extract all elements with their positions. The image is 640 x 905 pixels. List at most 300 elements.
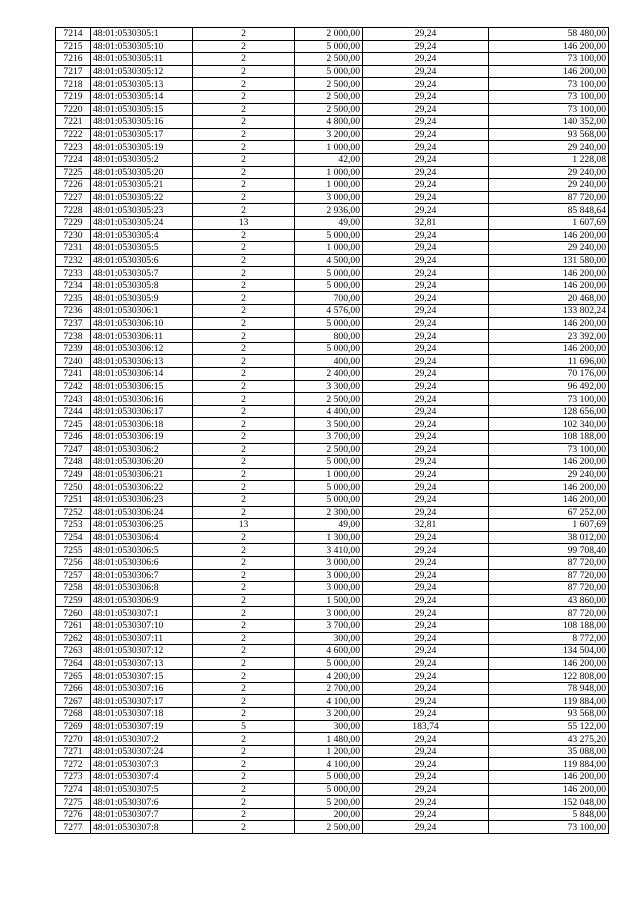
row-number-cell: 7231	[56, 242, 91, 255]
cadastral-value-cell: 73 100,00	[489, 78, 609, 91]
rate-cell: 29,24	[363, 682, 489, 695]
cadastral-number-cell: 48:01:0530307:18	[91, 708, 193, 721]
area-cell: 5 000,00	[295, 40, 363, 53]
rate-cell: 29,24	[363, 645, 489, 658]
row-number-cell: 7273	[56, 771, 91, 784]
row-number-cell: 7253	[56, 519, 91, 532]
rate-cell: 29,24	[363, 28, 489, 41]
cadastral-number-cell: 48:01:0530305:11	[91, 53, 193, 66]
cadastral-value-cell: 87 720,00	[489, 607, 609, 620]
rate-cell: 29,24	[363, 53, 489, 66]
category-code-cell: 2	[193, 153, 295, 166]
table-row	[56, 103, 609, 116]
area-cell: 4 500,00	[295, 254, 363, 267]
category-code-cell: 2	[193, 355, 295, 368]
area-cell: 400,00	[295, 355, 363, 368]
area-cell: 3 000,00	[295, 569, 363, 582]
rate-cell: 29,24	[363, 569, 489, 582]
row-number-cell: 7239	[56, 342, 91, 355]
rate-cell: 29,24	[363, 531, 489, 544]
category-code-cell: 2	[193, 771, 295, 784]
row-number-cell: 7261	[56, 619, 91, 632]
cadastral-number-cell: 48:01:0530305:21	[91, 179, 193, 192]
area-cell: 5 000,00	[295, 342, 363, 355]
category-code-cell: 2	[193, 405, 295, 418]
table-row	[56, 481, 609, 494]
table-body	[56, 28, 609, 834]
cadastral-number-cell: 48:01:0530305:2	[91, 153, 193, 166]
cadastral-value-table	[55, 27, 609, 834]
row-number-cell: 7225	[56, 166, 91, 179]
category-code-cell: 2	[193, 468, 295, 481]
category-code-cell: 2	[193, 657, 295, 670]
cadastral-value-cell: 5 848,00	[489, 808, 609, 821]
rate-cell: 29,24	[363, 708, 489, 721]
cadastral-value-cell: 73 100,00	[489, 90, 609, 103]
cadastral-number-cell: 48:01:0530307:16	[91, 682, 193, 695]
cadastral-number-cell: 48:01:0530306:13	[91, 355, 193, 368]
area-cell: 1 000,00	[295, 242, 363, 255]
cadastral-value-cell: 93 568,00	[489, 128, 609, 141]
area-cell: 1 200,00	[295, 745, 363, 758]
table-row	[56, 519, 609, 532]
table-row	[56, 128, 609, 141]
cadastral-number-cell: 48:01:0530307:13	[91, 657, 193, 670]
row-number-cell: 7221	[56, 116, 91, 129]
cadastral-value-cell: 43 860,00	[489, 594, 609, 607]
category-code-cell: 2	[193, 380, 295, 393]
table-row	[56, 456, 609, 469]
cadastral-number-cell: 48:01:0530306:1	[91, 305, 193, 318]
category-code-cell: 2	[193, 556, 295, 569]
table-row	[56, 808, 609, 821]
cadastral-value-cell: 87 720,00	[489, 582, 609, 595]
rate-cell: 29,24	[363, 783, 489, 796]
rate-cell: 29,24	[363, 582, 489, 595]
area-cell: 2 500,00	[295, 443, 363, 456]
category-code-cell: 2	[193, 418, 295, 431]
rate-cell: 29,24	[363, 179, 489, 192]
cadastral-number-cell: 48:01:0530305:20	[91, 166, 193, 179]
table-row	[56, 569, 609, 582]
table-row	[56, 708, 609, 721]
cadastral-value-cell: 35 088,00	[489, 745, 609, 758]
category-code-cell: 2	[193, 431, 295, 444]
cadastral-value-cell: 23 392,00	[489, 330, 609, 343]
area-cell: 2 400,00	[295, 368, 363, 381]
cadastral-number-cell: 48:01:0530305:14	[91, 90, 193, 103]
rate-cell: 29,24	[363, 771, 489, 784]
cadastral-value-cell: 146 200,00	[489, 317, 609, 330]
row-number-cell: 7269	[56, 720, 91, 733]
category-code-cell: 2	[193, 619, 295, 632]
cadastral-value-cell: 87 720,00	[489, 569, 609, 582]
rate-cell: 29,24	[363, 733, 489, 746]
cadastral-value-cell: 146 200,00	[489, 456, 609, 469]
row-number-cell: 7276	[56, 808, 91, 821]
area-cell: 3 200,00	[295, 128, 363, 141]
table-row	[56, 279, 609, 292]
area-cell: 3 000,00	[295, 607, 363, 620]
area-cell: 2 000,00	[295, 28, 363, 41]
row-number-cell: 7266	[56, 682, 91, 695]
row-number-cell: 7271	[56, 745, 91, 758]
cadastral-value-cell: 73 100,00	[489, 103, 609, 116]
cadastral-value-cell: 146 200,00	[489, 267, 609, 280]
rate-cell: 29,24	[363, 153, 489, 166]
area-cell: 5 000,00	[295, 771, 363, 784]
category-code-cell: 2	[193, 166, 295, 179]
rate-cell: 29,24	[363, 292, 489, 305]
cadastral-number-cell: 48:01:0530307:8	[91, 821, 193, 834]
cadastral-number-cell: 48:01:0530307:11	[91, 632, 193, 645]
category-code-cell: 2	[193, 179, 295, 192]
cadastral-number-cell: 48:01:0530305:22	[91, 191, 193, 204]
row-number-cell: 7220	[56, 103, 91, 116]
rate-cell: 29,24	[363, 267, 489, 280]
rate-cell: 29,24	[363, 405, 489, 418]
area-cell: 5 000,00	[295, 229, 363, 242]
cadastral-value-cell: 146 200,00	[489, 40, 609, 53]
rate-cell: 29,24	[363, 78, 489, 91]
cadastral-number-cell: 48:01:0530306:6	[91, 556, 193, 569]
cadastral-value-cell: 133 802,24	[489, 305, 609, 318]
row-number-cell: 7243	[56, 393, 91, 406]
row-number-cell: 7260	[56, 607, 91, 620]
rate-cell: 29,24	[363, 242, 489, 255]
category-code-cell: 2	[193, 305, 295, 318]
table-row	[56, 720, 609, 733]
cadastral-value-cell: 1 607,69	[489, 519, 609, 532]
cadastral-number-cell: 48:01:0530307:12	[91, 645, 193, 658]
table-row	[56, 153, 609, 166]
cadastral-number-cell: 48:01:0530306:10	[91, 317, 193, 330]
table-row	[56, 468, 609, 481]
table-row	[56, 380, 609, 393]
area-cell: 300,00	[295, 632, 363, 645]
cadastral-number-cell: 48:01:0530306:18	[91, 418, 193, 431]
area-cell: 300,00	[295, 720, 363, 733]
cadastral-number-cell: 48:01:0530305:17	[91, 128, 193, 141]
category-code-cell: 2	[193, 368, 295, 381]
category-code-cell: 2	[193, 53, 295, 66]
category-code-cell: 2	[193, 632, 295, 645]
row-number-cell: 7264	[56, 657, 91, 670]
rate-cell: 29,24	[363, 141, 489, 154]
table-row	[56, 695, 609, 708]
table-row	[56, 65, 609, 78]
cadastral-value-cell: 119 884,00	[489, 758, 609, 771]
row-number-cell: 7235	[56, 292, 91, 305]
cadastral-number-cell: 48:01:0530305:13	[91, 78, 193, 91]
cadastral-value-cell: 1 228,08	[489, 153, 609, 166]
row-number-cell: 7249	[56, 468, 91, 481]
cadastral-value-cell: 146 200,00	[489, 771, 609, 784]
cadastral-value-cell: 29 240,00	[489, 468, 609, 481]
category-code-cell: 2	[193, 330, 295, 343]
area-cell: 3 000,00	[295, 582, 363, 595]
table-row	[56, 28, 609, 41]
category-code-cell: 2	[193, 229, 295, 242]
rate-cell: 32,81	[363, 216, 489, 229]
cadastral-value-cell: 146 200,00	[489, 657, 609, 670]
row-number-cell: 7268	[56, 708, 91, 721]
rate-cell: 29,24	[363, 456, 489, 469]
category-code-cell: 2	[193, 279, 295, 292]
row-number-cell: 7219	[56, 90, 91, 103]
category-code-cell: 2	[193, 342, 295, 355]
cadastral-value-cell: 93 568,00	[489, 708, 609, 721]
rate-cell: 29,24	[363, 821, 489, 834]
area-cell: 2 500,00	[295, 103, 363, 116]
table-row	[56, 267, 609, 280]
area-cell: 2 500,00	[295, 53, 363, 66]
area-cell: 2 936,00	[295, 204, 363, 217]
area-cell: 2 300,00	[295, 506, 363, 519]
table-row	[56, 531, 609, 544]
rate-cell: 29,24	[363, 317, 489, 330]
cadastral-value-cell: 29 240,00	[489, 179, 609, 192]
rate-cell: 29,24	[363, 796, 489, 809]
cadastral-number-cell: 48:01:0530306:9	[91, 594, 193, 607]
table-row	[56, 242, 609, 255]
rate-cell: 29,24	[363, 607, 489, 620]
table-row	[56, 594, 609, 607]
table-row	[56, 216, 609, 229]
table-row	[56, 544, 609, 557]
cadastral-number-cell: 48:01:0530306:7	[91, 569, 193, 582]
cadastral-number-cell: 48:01:0530307:2	[91, 733, 193, 746]
table-row	[56, 607, 609, 620]
rate-cell: 29,24	[363, 103, 489, 116]
category-code-cell: 2	[193, 292, 295, 305]
row-number-cell: 7247	[56, 443, 91, 456]
cadastral-number-cell: 48:01:0530306:23	[91, 493, 193, 506]
table-row	[56, 53, 609, 66]
table-row	[56, 783, 609, 796]
category-code-cell: 2	[193, 141, 295, 154]
table-row	[56, 78, 609, 91]
table-row	[56, 431, 609, 444]
cadastral-number-cell: 48:01:0530307:4	[91, 771, 193, 784]
rate-cell: 29,24	[363, 191, 489, 204]
cadastral-number-cell: 48:01:0530306:21	[91, 468, 193, 481]
table-row	[56, 771, 609, 784]
cadastral-number-cell: 48:01:0530307:24	[91, 745, 193, 758]
cadastral-value-cell: 70 176,00	[489, 368, 609, 381]
cadastral-value-cell: 73 100,00	[489, 821, 609, 834]
table-row	[56, 368, 609, 381]
cadastral-number-cell: 48:01:0530305:12	[91, 65, 193, 78]
rate-cell: 29,24	[363, 380, 489, 393]
rate-cell: 29,24	[363, 808, 489, 821]
cadastral-number-cell: 48:01:0530305:1	[91, 28, 193, 41]
cadastral-number-cell: 48:01:0530305:6	[91, 254, 193, 267]
cadastral-number-cell: 48:01:0530306:11	[91, 330, 193, 343]
area-cell: 700,00	[295, 292, 363, 305]
cadastral-number-cell: 48:01:0530306:2	[91, 443, 193, 456]
area-cell: 4 200,00	[295, 670, 363, 683]
category-code-cell: 2	[193, 78, 295, 91]
cadastral-number-cell: 48:01:0530306:20	[91, 456, 193, 469]
cadastral-value-cell: 146 200,00	[489, 229, 609, 242]
cadastral-value-cell: 55 122,00	[489, 720, 609, 733]
rate-cell: 29,24	[363, 116, 489, 129]
rate-cell: 29,24	[363, 418, 489, 431]
category-code-cell: 2	[193, 733, 295, 746]
row-number-cell: 7259	[56, 594, 91, 607]
category-code-cell: 2	[193, 90, 295, 103]
row-number-cell: 7267	[56, 695, 91, 708]
row-number-cell: 7217	[56, 65, 91, 78]
category-code-cell: 2	[193, 128, 295, 141]
row-number-cell: 7226	[56, 179, 91, 192]
cadastral-value-cell: 146 200,00	[489, 493, 609, 506]
row-number-cell: 7263	[56, 645, 91, 658]
category-code-cell: 2	[193, 481, 295, 494]
row-number-cell: 7237	[56, 317, 91, 330]
rate-cell: 29,24	[363, 443, 489, 456]
rate-cell: 29,24	[363, 229, 489, 242]
category-code-cell: 2	[193, 695, 295, 708]
row-number-cell: 7236	[56, 305, 91, 318]
table-row	[56, 645, 609, 658]
area-cell: 4 800,00	[295, 116, 363, 129]
cadastral-number-cell: 48:01:0530307:3	[91, 758, 193, 771]
cadastral-number-cell: 48:01:0530307:5	[91, 783, 193, 796]
cadastral-value-cell: 140 352,00	[489, 116, 609, 129]
category-code-cell: 2	[193, 708, 295, 721]
cadastral-value-cell: 134 504,00	[489, 645, 609, 658]
table-row	[56, 393, 609, 406]
row-number-cell: 7214	[56, 28, 91, 41]
area-cell: 3 700,00	[295, 619, 363, 632]
cadastral-number-cell: 48:01:0530306:12	[91, 342, 193, 355]
row-number-cell: 7223	[56, 141, 91, 154]
row-number-cell: 7250	[56, 481, 91, 494]
rate-cell: 29,24	[363, 619, 489, 632]
cadastral-number-cell: 48:01:0530307:10	[91, 619, 193, 632]
area-cell: 1 000,00	[295, 141, 363, 154]
area-cell: 3 000,00	[295, 556, 363, 569]
rate-cell: 183,74	[363, 720, 489, 733]
row-number-cell: 7257	[56, 569, 91, 582]
rate-cell: 29,24	[363, 758, 489, 771]
cadastral-value-cell: 99 708,40	[489, 544, 609, 557]
table-row	[56, 556, 609, 569]
row-number-cell: 7270	[56, 733, 91, 746]
rate-cell: 29,24	[363, 594, 489, 607]
rate-cell: 29,24	[363, 368, 489, 381]
area-cell: 1 000,00	[295, 179, 363, 192]
row-number-cell: 7244	[56, 405, 91, 418]
rate-cell: 29,24	[363, 40, 489, 53]
rate-cell: 32,81	[363, 519, 489, 532]
cadastral-value-cell: 146 200,00	[489, 783, 609, 796]
area-cell: 1 500,00	[295, 594, 363, 607]
rate-cell: 29,24	[363, 506, 489, 519]
cadastral-value-cell: 146 200,00	[489, 279, 609, 292]
row-number-cell: 7272	[56, 758, 91, 771]
rate-cell: 29,24	[363, 342, 489, 355]
area-cell: 1 000,00	[295, 468, 363, 481]
cadastral-number-cell: 48:01:0530306:8	[91, 582, 193, 595]
category-code-cell: 2	[193, 191, 295, 204]
row-number-cell: 7227	[56, 191, 91, 204]
category-code-cell: 2	[193, 796, 295, 809]
category-code-cell: 2	[193, 745, 295, 758]
cadastral-number-cell: 48:01:0530306:24	[91, 506, 193, 519]
category-code-cell: 2	[193, 808, 295, 821]
rate-cell: 29,24	[363, 254, 489, 267]
category-code-cell: 2	[193, 456, 295, 469]
row-number-cell: 7216	[56, 53, 91, 66]
category-code-cell: 2	[193, 443, 295, 456]
row-number-cell: 7215	[56, 40, 91, 53]
row-number-cell: 7275	[56, 796, 91, 809]
category-code-cell: 2	[193, 758, 295, 771]
cadastral-value-cell: 67 252,00	[489, 506, 609, 519]
rate-cell: 29,24	[363, 481, 489, 494]
table-row	[56, 745, 609, 758]
area-cell: 2 700,00	[295, 682, 363, 695]
cadastral-number-cell: 48:01:0530306:16	[91, 393, 193, 406]
row-number-cell: 7222	[56, 128, 91, 141]
rate-cell: 29,24	[363, 745, 489, 758]
table-row	[56, 405, 609, 418]
cadastral-number-cell: 48:01:0530305:7	[91, 267, 193, 280]
category-code-cell: 2	[193, 393, 295, 406]
table-row	[56, 796, 609, 809]
category-code-cell: 2	[193, 116, 295, 129]
category-code-cell: 2	[193, 317, 295, 330]
area-cell: 5 000,00	[295, 317, 363, 330]
table-row	[56, 292, 609, 305]
area-cell: 3 200,00	[295, 708, 363, 721]
rate-cell: 29,24	[363, 556, 489, 569]
area-cell: 5 000,00	[295, 456, 363, 469]
table-row	[56, 342, 609, 355]
area-cell: 4 100,00	[295, 695, 363, 708]
table-row	[56, 330, 609, 343]
area-cell: 3 700,00	[295, 431, 363, 444]
rate-cell: 29,24	[363, 431, 489, 444]
table-row	[56, 204, 609, 217]
category-code-cell: 2	[193, 267, 295, 280]
row-number-cell: 7262	[56, 632, 91, 645]
table-row	[56, 493, 609, 506]
table-row	[56, 582, 609, 595]
cadastral-value-cell: 146 200,00	[489, 481, 609, 494]
rate-cell: 29,24	[363, 670, 489, 683]
row-number-cell: 7265	[56, 670, 91, 683]
row-number-cell: 7224	[56, 153, 91, 166]
row-number-cell: 7252	[56, 506, 91, 519]
area-cell: 5 000,00	[295, 267, 363, 280]
cadastral-value-cell: 146 200,00	[489, 342, 609, 355]
table-row	[56, 418, 609, 431]
cadastral-number-cell: 48:01:0530305:19	[91, 141, 193, 154]
cadastral-number-cell: 48:01:0530305:16	[91, 116, 193, 129]
row-number-cell: 7233	[56, 267, 91, 280]
cadastral-number-cell: 48:01:0530305:15	[91, 103, 193, 116]
area-cell: 5 000,00	[295, 481, 363, 494]
category-code-cell: 2	[193, 607, 295, 620]
row-number-cell: 7246	[56, 431, 91, 444]
table-row	[56, 90, 609, 103]
category-code-cell: 2	[193, 493, 295, 506]
rate-cell: 29,24	[363, 204, 489, 217]
